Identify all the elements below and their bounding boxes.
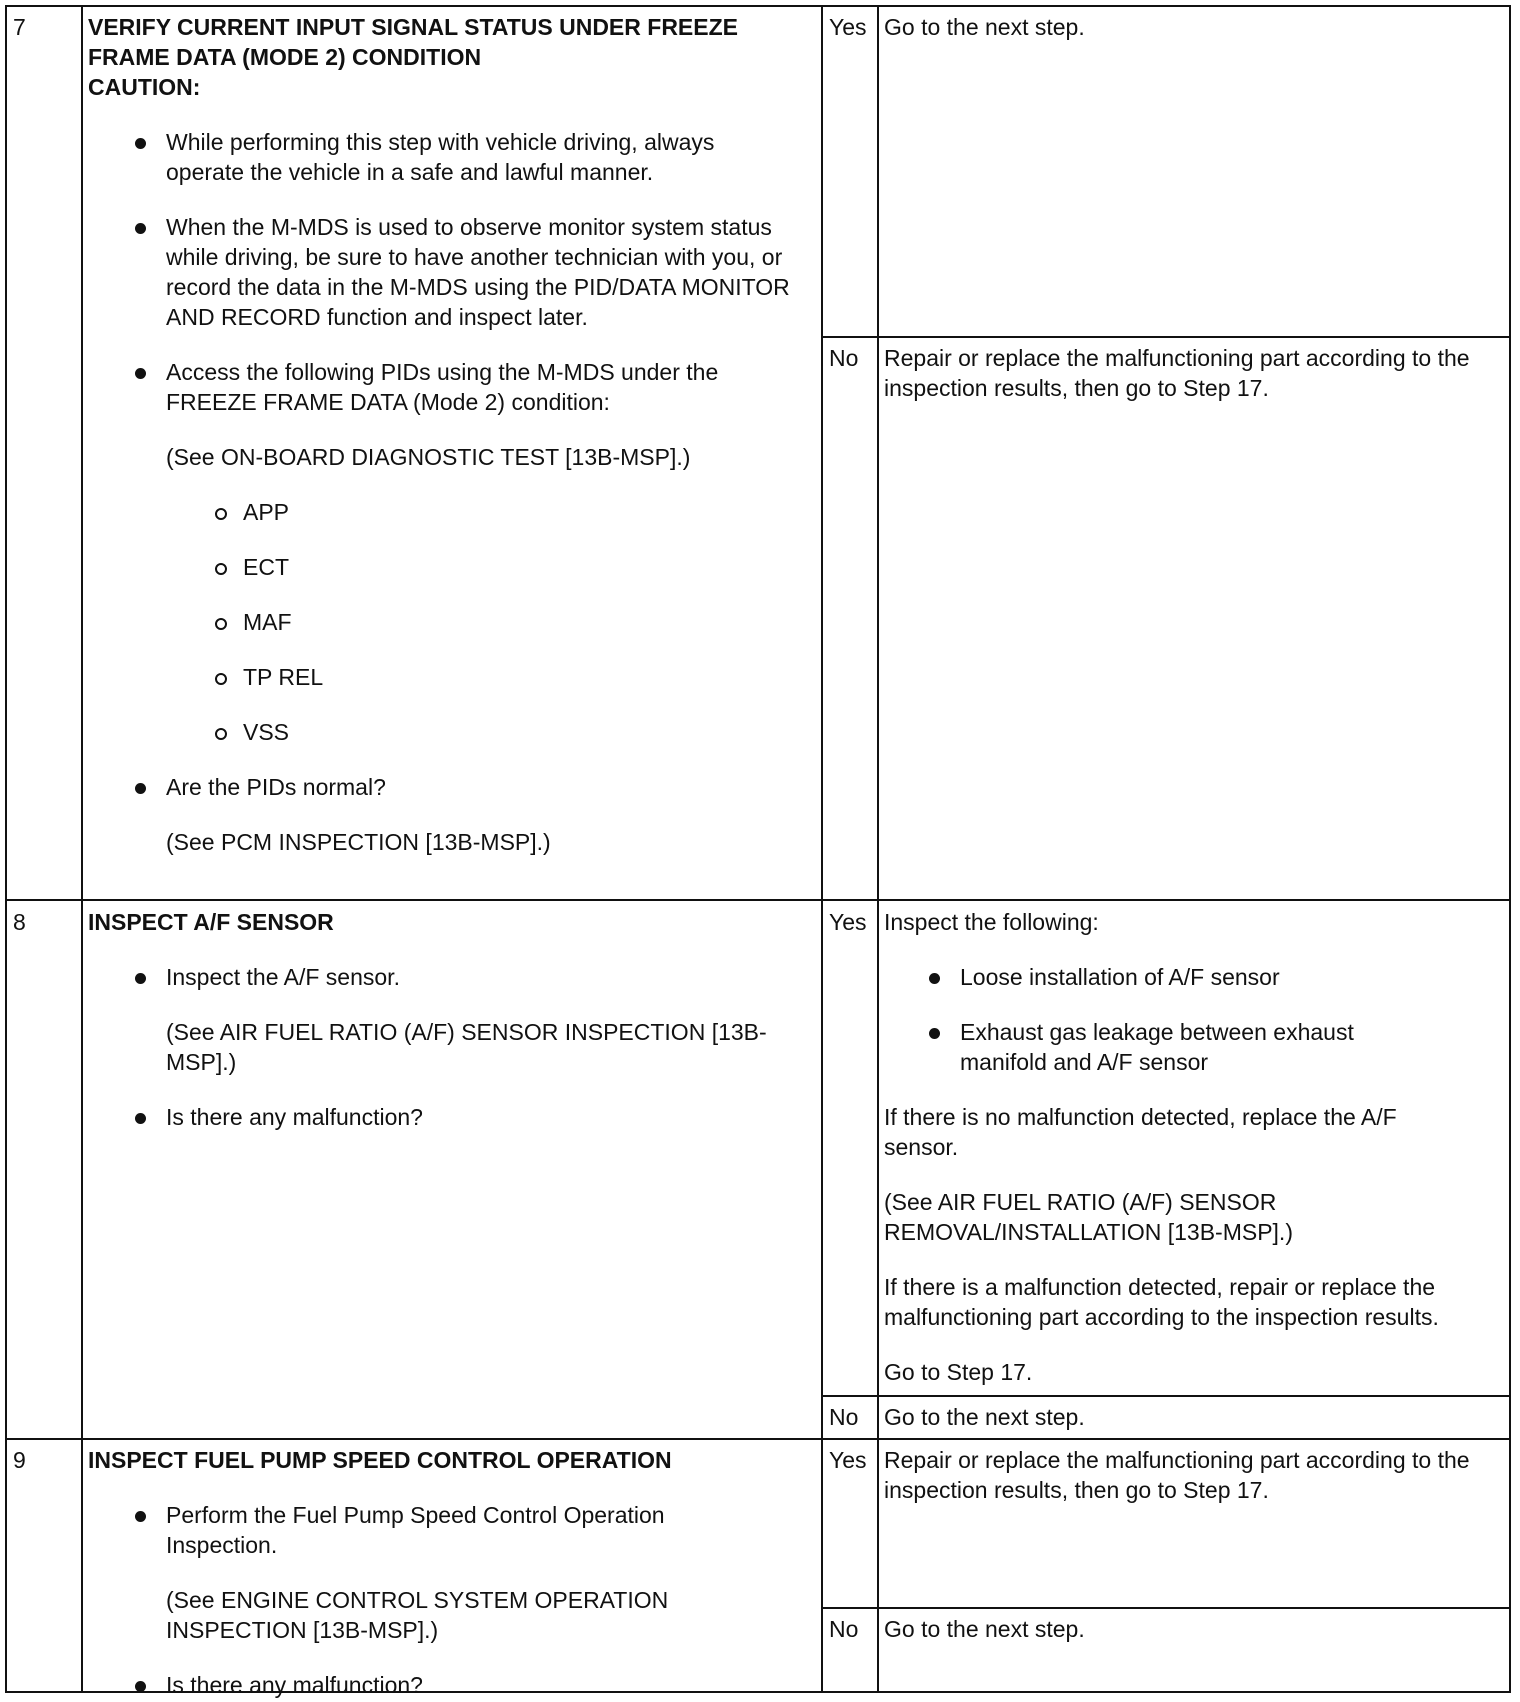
instruction-bullet: Access the following PIDs using the M-MDS under the FREEZE FRAME DATA (Mode 2) condition: [88, 357, 796, 417]
yes-action: Go to the next step. [884, 14, 1085, 40]
yes-paragraph: If there is a malfunction detected, repair or replace the malfunctioning part according to the inspection results. [884, 1274, 1439, 1330]
yes-paragraph: If there is no malfunction detected, replace the A/F sensor. [884, 1104, 1397, 1160]
yes-no-divider [821, 336, 1511, 338]
pid-item: MAF [88, 607, 818, 637]
caution-bullet: When the M-MDS is used to observe monitor system status while driving, be sure to have another technician with you, or record the data in the M-MDS using the PID/DATA MONITOR AND RECORD function and inspect later. [88, 212, 796, 332]
instruction-bullet: Perform the Fuel Pump Speed Control Operation Inspection. [88, 1500, 736, 1560]
step-number: 8 [13, 909, 26, 935]
reference-text: (See ENGINE CONTROL SYSTEM OPERATION INSPECTION [13B-MSP].) [166, 1587, 669, 1643]
no-action: Go to the next step. [884, 1404, 1085, 1430]
inspect-item: Exhaust gas leakage between exhaust manifold and A/F sensor [884, 1017, 1430, 1077]
reference-text: (See ON-BOARD DIAGNOSTIC TEST [13B-MSP].) [166, 444, 691, 470]
yes-action: Repair or replace the malfunctioning part according to the inspection results, then go to Step 17. [884, 1447, 1470, 1503]
step-number: 7 [13, 14, 26, 40]
step-title-line: VERIFY CURRENT INPUT SIGNAL STATUS UNDER FREEZE [88, 14, 739, 40]
pid-item: APP [88, 497, 818, 527]
yes-action [884, 907, 1509, 1387]
step-title: INSPECT A/F SENSOR [88, 909, 334, 935]
caution-bullet: While performing this step with vehicle driving, always operate the vehicle in a safe and lawful manner. [88, 127, 786, 187]
no-label: No [829, 1404, 859, 1430]
pid-item: VSS [88, 717, 818, 747]
yes-paragraph: (See AIR FUEL RATIO (A/F) SENSOR REMOVAL/INSTALLATION [13B-MSP].) [884, 1189, 1293, 1245]
yes-paragraph: Go to Step 17. [884, 1359, 1033, 1385]
yes-no-divider [821, 1395, 1511, 1397]
step-7-content [88, 12, 818, 857]
no-action: Go to the next step. [884, 1616, 1085, 1642]
no-label: No [829, 1616, 859, 1642]
pid-item: ECT [88, 552, 818, 582]
row-divider [5, 1438, 1511, 1440]
question-bullet: Is there any malfunction? [88, 1102, 818, 1132]
step-number: 9 [13, 1447, 26, 1473]
reference-text: (See PCM INSPECTION [13B-MSP].) [166, 829, 551, 855]
caution-label: CAUTION: [88, 74, 201, 100]
yes-label: Yes [829, 1447, 867, 1473]
question-bullet: Is there any malfunction? [88, 1670, 818, 1700]
reference-text: (See AIR FUEL RATIO (A/F) SENSOR INSPECTION [13B-MSP].) [166, 1019, 767, 1075]
step-title-line: FRAME DATA (MODE 2) CONDITION [88, 44, 482, 70]
no-action: Repair or replace the malfunctioning part according to the inspection results, then go to Step 17. [884, 345, 1470, 401]
question-bullet: Are the PIDs normal? [88, 772, 818, 802]
step-8-content [88, 907, 818, 1132]
yes-no-divider [821, 1607, 1511, 1609]
row-divider [5, 899, 1511, 901]
step-title: INSPECT FUEL PUMP SPEED CONTROL OPERATION [88, 1447, 672, 1473]
step-9-content [88, 1445, 818, 1700]
yes-intro: Inspect the following: [884, 909, 1099, 935]
inspect-item: Loose installation of A/F sensor [884, 962, 1509, 992]
yes-label: Yes [829, 14, 867, 40]
yes-label: Yes [829, 909, 867, 935]
pid-item: TP REL [88, 662, 818, 692]
instruction-bullet: Inspect the A/F sensor. [88, 962, 818, 992]
no-label: No [829, 345, 859, 371]
